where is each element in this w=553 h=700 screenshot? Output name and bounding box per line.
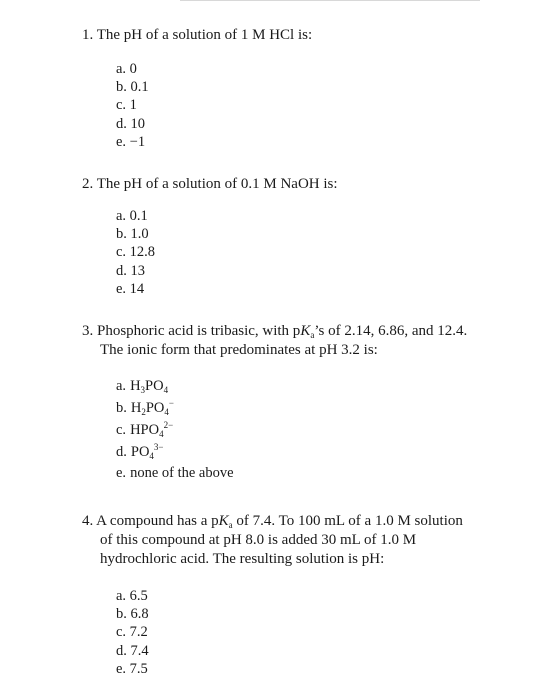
question-3-stem xyxy=(82,322,512,360)
pka-k: K xyxy=(300,323,311,339)
question-3-stem-line-1: 3. Phosphoric acid is tribasic, with $pK_a’s$ of 2.14, 6.86, and 12.4. xyxy=(82,323,468,340)
question-4-option-d[interactable]: d. 7.4 xyxy=(116,642,149,659)
question-2-option-b[interactable]: b. 1.0 xyxy=(116,226,149,243)
question-1-options xyxy=(116,60,149,151)
top-divider xyxy=(180,0,480,1)
question-4-option-e[interactable]: e. 7.5 xyxy=(116,660,148,677)
question-4-option-b[interactable]: b. 6.8 xyxy=(116,606,149,623)
question-1-stem: 1. The pH of a solution of 1 M HCl is: xyxy=(82,27,313,43)
question-3-option-a[interactable]: a. $H_3PO_4$ xyxy=(116,378,169,395)
question-3-option-c[interactable]: c. $HPO_4^{2-}$ xyxy=(116,420,174,439)
question-1-option-e[interactable]: e. −1 xyxy=(116,133,146,150)
question-4-stem-line-1: 4. A compound has a $pK_a$ of 7.4. To 100 mL of a 1.0 M solution xyxy=(82,513,463,530)
question-4-stem xyxy=(82,512,512,569)
question-4-option-a[interactable]: a. 6.5 xyxy=(116,588,148,604)
question-4-option-c[interactable]: c. 7.2 xyxy=(116,624,148,641)
question-1-option-b[interactable]: b. 0.1 xyxy=(116,79,149,96)
question-2-option-e[interactable]: e. 14 xyxy=(116,280,145,297)
question-4-options xyxy=(116,587,149,678)
question-2-option-a[interactable]: a. 0.1 xyxy=(116,208,148,224)
question-3-options xyxy=(116,375,234,483)
question-1-option-c[interactable]: c. 1 xyxy=(116,97,137,114)
pka-subscript: a xyxy=(310,330,315,340)
question-4-stem-line-2: of this compound at pH 8.0 is added 30 mL of 1.0 M xyxy=(100,532,417,548)
question-3-option-d[interactable]: d. $PO_4^{3-}$ xyxy=(116,442,164,461)
pka-k: K xyxy=(218,513,229,529)
question-2-options xyxy=(116,207,155,298)
question-2-stem: 2. The pH of a solution of 0.1 M NaOH is: xyxy=(82,176,338,192)
question-3-option-b[interactable]: b. $H_2PO_4^-$ xyxy=(116,398,174,417)
question-1-option-d[interactable]: d. 10 xyxy=(116,115,145,132)
pka-subscript: a xyxy=(228,520,233,530)
question-2-option-d[interactable]: d. 13 xyxy=(116,262,145,279)
question-4-stem-line-3: hydrochloric acid. The resulting solution is pH: xyxy=(100,551,385,567)
question-1-option-a[interactable]: a. 0 xyxy=(116,61,137,77)
question-3-stem-line-2: The ionic form that predominates at pH 3.2 is: xyxy=(100,342,378,358)
question-3-option-e[interactable]: e. none of the above xyxy=(116,465,234,481)
question-2-option-c[interactable]: c. 12.8 xyxy=(116,244,156,261)
